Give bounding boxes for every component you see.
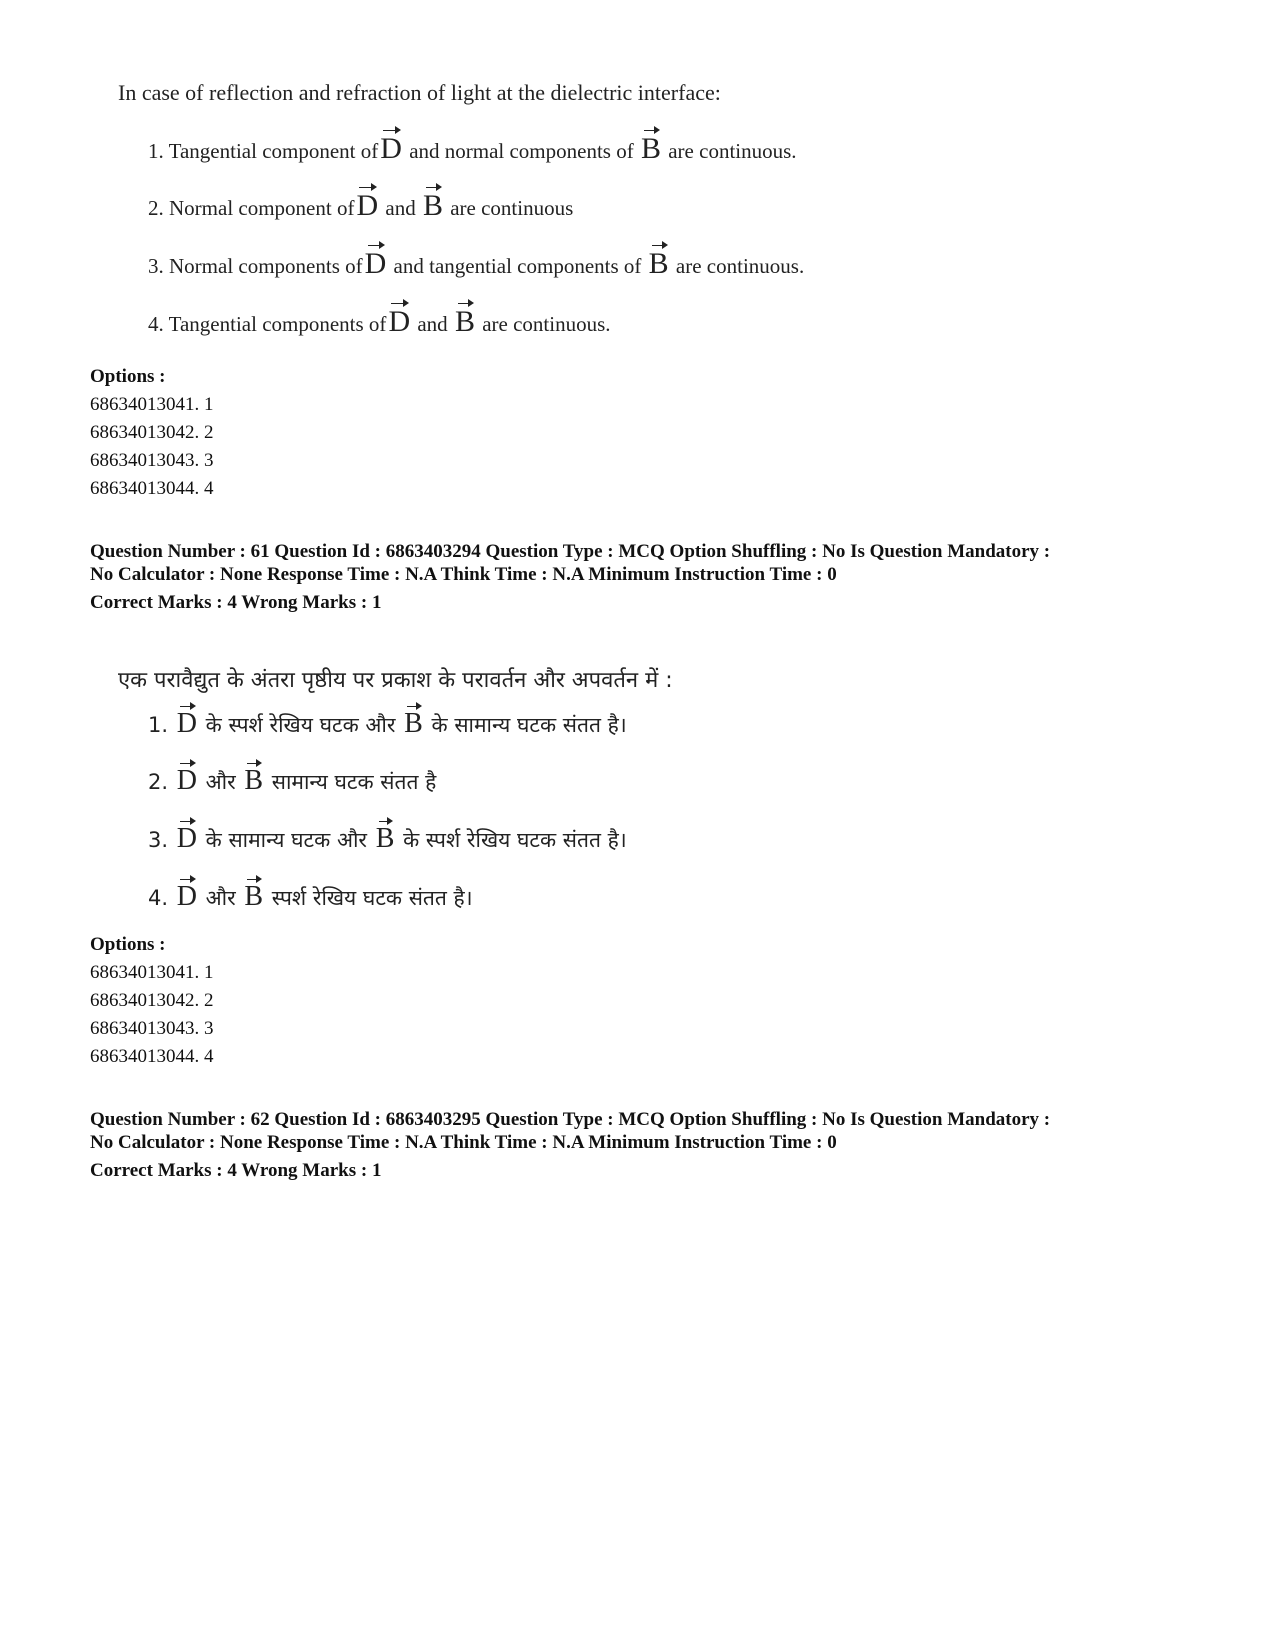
option-2: 68634013042. 2 — [90, 990, 214, 1011]
statement-text: Tangential components of — [168, 312, 387, 336]
statement-text: 2. — [148, 196, 164, 220]
option-2: 68634013042. 2 — [90, 422, 214, 443]
statement-text: के सामान्य घटक संतत है। — [431, 713, 627, 737]
vector-d: D — [380, 132, 402, 165]
statement-1 — [148, 706, 627, 739]
statement-2 — [148, 187, 573, 221]
statement-text: और — [205, 770, 236, 794]
statement-text: and normal components of — [409, 139, 634, 163]
vector-d: D — [356, 189, 379, 222]
vector-d: D — [176, 765, 197, 796]
statement-1 — [148, 130, 797, 164]
vector-b: B — [404, 708, 423, 739]
question-62-marks: Correct Marks : 4 Wrong Marks : 1 — [90, 1160, 382, 1181]
vector-d: D — [176, 708, 197, 739]
options-label: Options : — [90, 934, 166, 955]
vector-b: B — [454, 305, 475, 338]
statement-text: के सामान्य घटक और — [205, 828, 368, 852]
statement-text: are continuous. — [482, 312, 611, 336]
option-4: 68634013044. 4 — [90, 1046, 214, 1067]
statement-text: are continuous. — [668, 139, 797, 163]
vector-b: B — [640, 132, 661, 165]
question-62-meta-line2: No Calculator : None Response Time : N.A Think Time : N.A Minimum Instruction Time : 0 — [90, 1132, 837, 1153]
question-stem: एक परावैद्युत के अंतरा पृष्ठीय पर प्रकाश के परावर्तन और अपवर्तन में : — [118, 668, 673, 693]
statement-text: 1. — [148, 139, 164, 163]
statement-text: 3. — [148, 254, 164, 278]
statement-text: सामान्य घटक संतत है — [271, 770, 437, 794]
vector-d: D — [176, 881, 197, 912]
vector-d: D — [364, 247, 387, 280]
statement-text: and tangential components of — [393, 254, 642, 278]
question-stem: In case of reflection and refraction of light at the dielectric interface: — [118, 80, 721, 105]
statement-text: and — [417, 312, 448, 336]
question-62-meta-line1: Question Number : 62 Question Id : 6863403295 Question Type : MCQ Option Shuffling : No Is Question Mandatory : — [90, 1109, 1051, 1130]
statement-text: और — [205, 886, 236, 910]
statement-text: के स्पर्श रेखिय घटक और — [205, 713, 396, 737]
question-61-marks: Correct Marks : 4 Wrong Marks : 1 — [90, 592, 382, 613]
statement-text: 4. — [148, 312, 164, 336]
options-label: Options : — [90, 366, 166, 387]
vector-d: D — [388, 305, 411, 338]
question-61-meta-line2: No Calculator : None Response Time : N.A Think Time : N.A Minimum Instruction Time : 0 — [90, 564, 837, 585]
option-4: 68634013044. 4 — [90, 478, 214, 499]
vector-b: B — [244, 881, 264, 912]
vector-b: B — [648, 247, 669, 280]
statement-text: and — [385, 196, 416, 220]
option-1: 68634013041. 1 — [90, 962, 214, 983]
option-3: 68634013043. 3 — [90, 450, 214, 471]
statement-2 — [148, 763, 436, 796]
vector-b: B — [375, 823, 395, 854]
question-61-meta-line1: Question Number : 61 Question Id : 6863403294 Question Type : MCQ Option Shuffling : No Is Question Mandatory : — [90, 541, 1051, 562]
option-1: 68634013041. 1 — [90, 394, 214, 415]
statement-3 — [148, 245, 804, 279]
statement-4 — [148, 303, 611, 337]
statement-text: 1. — [148, 713, 169, 737]
vector-d: D — [176, 823, 197, 854]
statement-text: स्पर्श रेखिय घटक संतत है। — [271, 886, 473, 910]
statement-text: are continuous. — [675, 254, 805, 278]
statement-text: are continuous — [450, 196, 574, 220]
statement-text: 2. — [148, 770, 169, 794]
option-3: 68634013043. 3 — [90, 1018, 214, 1039]
vector-b: B — [422, 189, 443, 222]
statement-text: 3. — [148, 828, 169, 852]
vector-b: B — [244, 765, 264, 796]
statement-text: के स्पर्श रेखिय घटक संतत है। — [403, 828, 627, 852]
statement-4 — [148, 879, 473, 912]
statement-text: Tangential component of — [168, 139, 379, 163]
statement-3 — [148, 821, 627, 854]
statement-text: Normal components of — [169, 254, 363, 278]
statement-text: 4. — [148, 886, 169, 910]
statement-text: Normal component of — [169, 196, 355, 220]
